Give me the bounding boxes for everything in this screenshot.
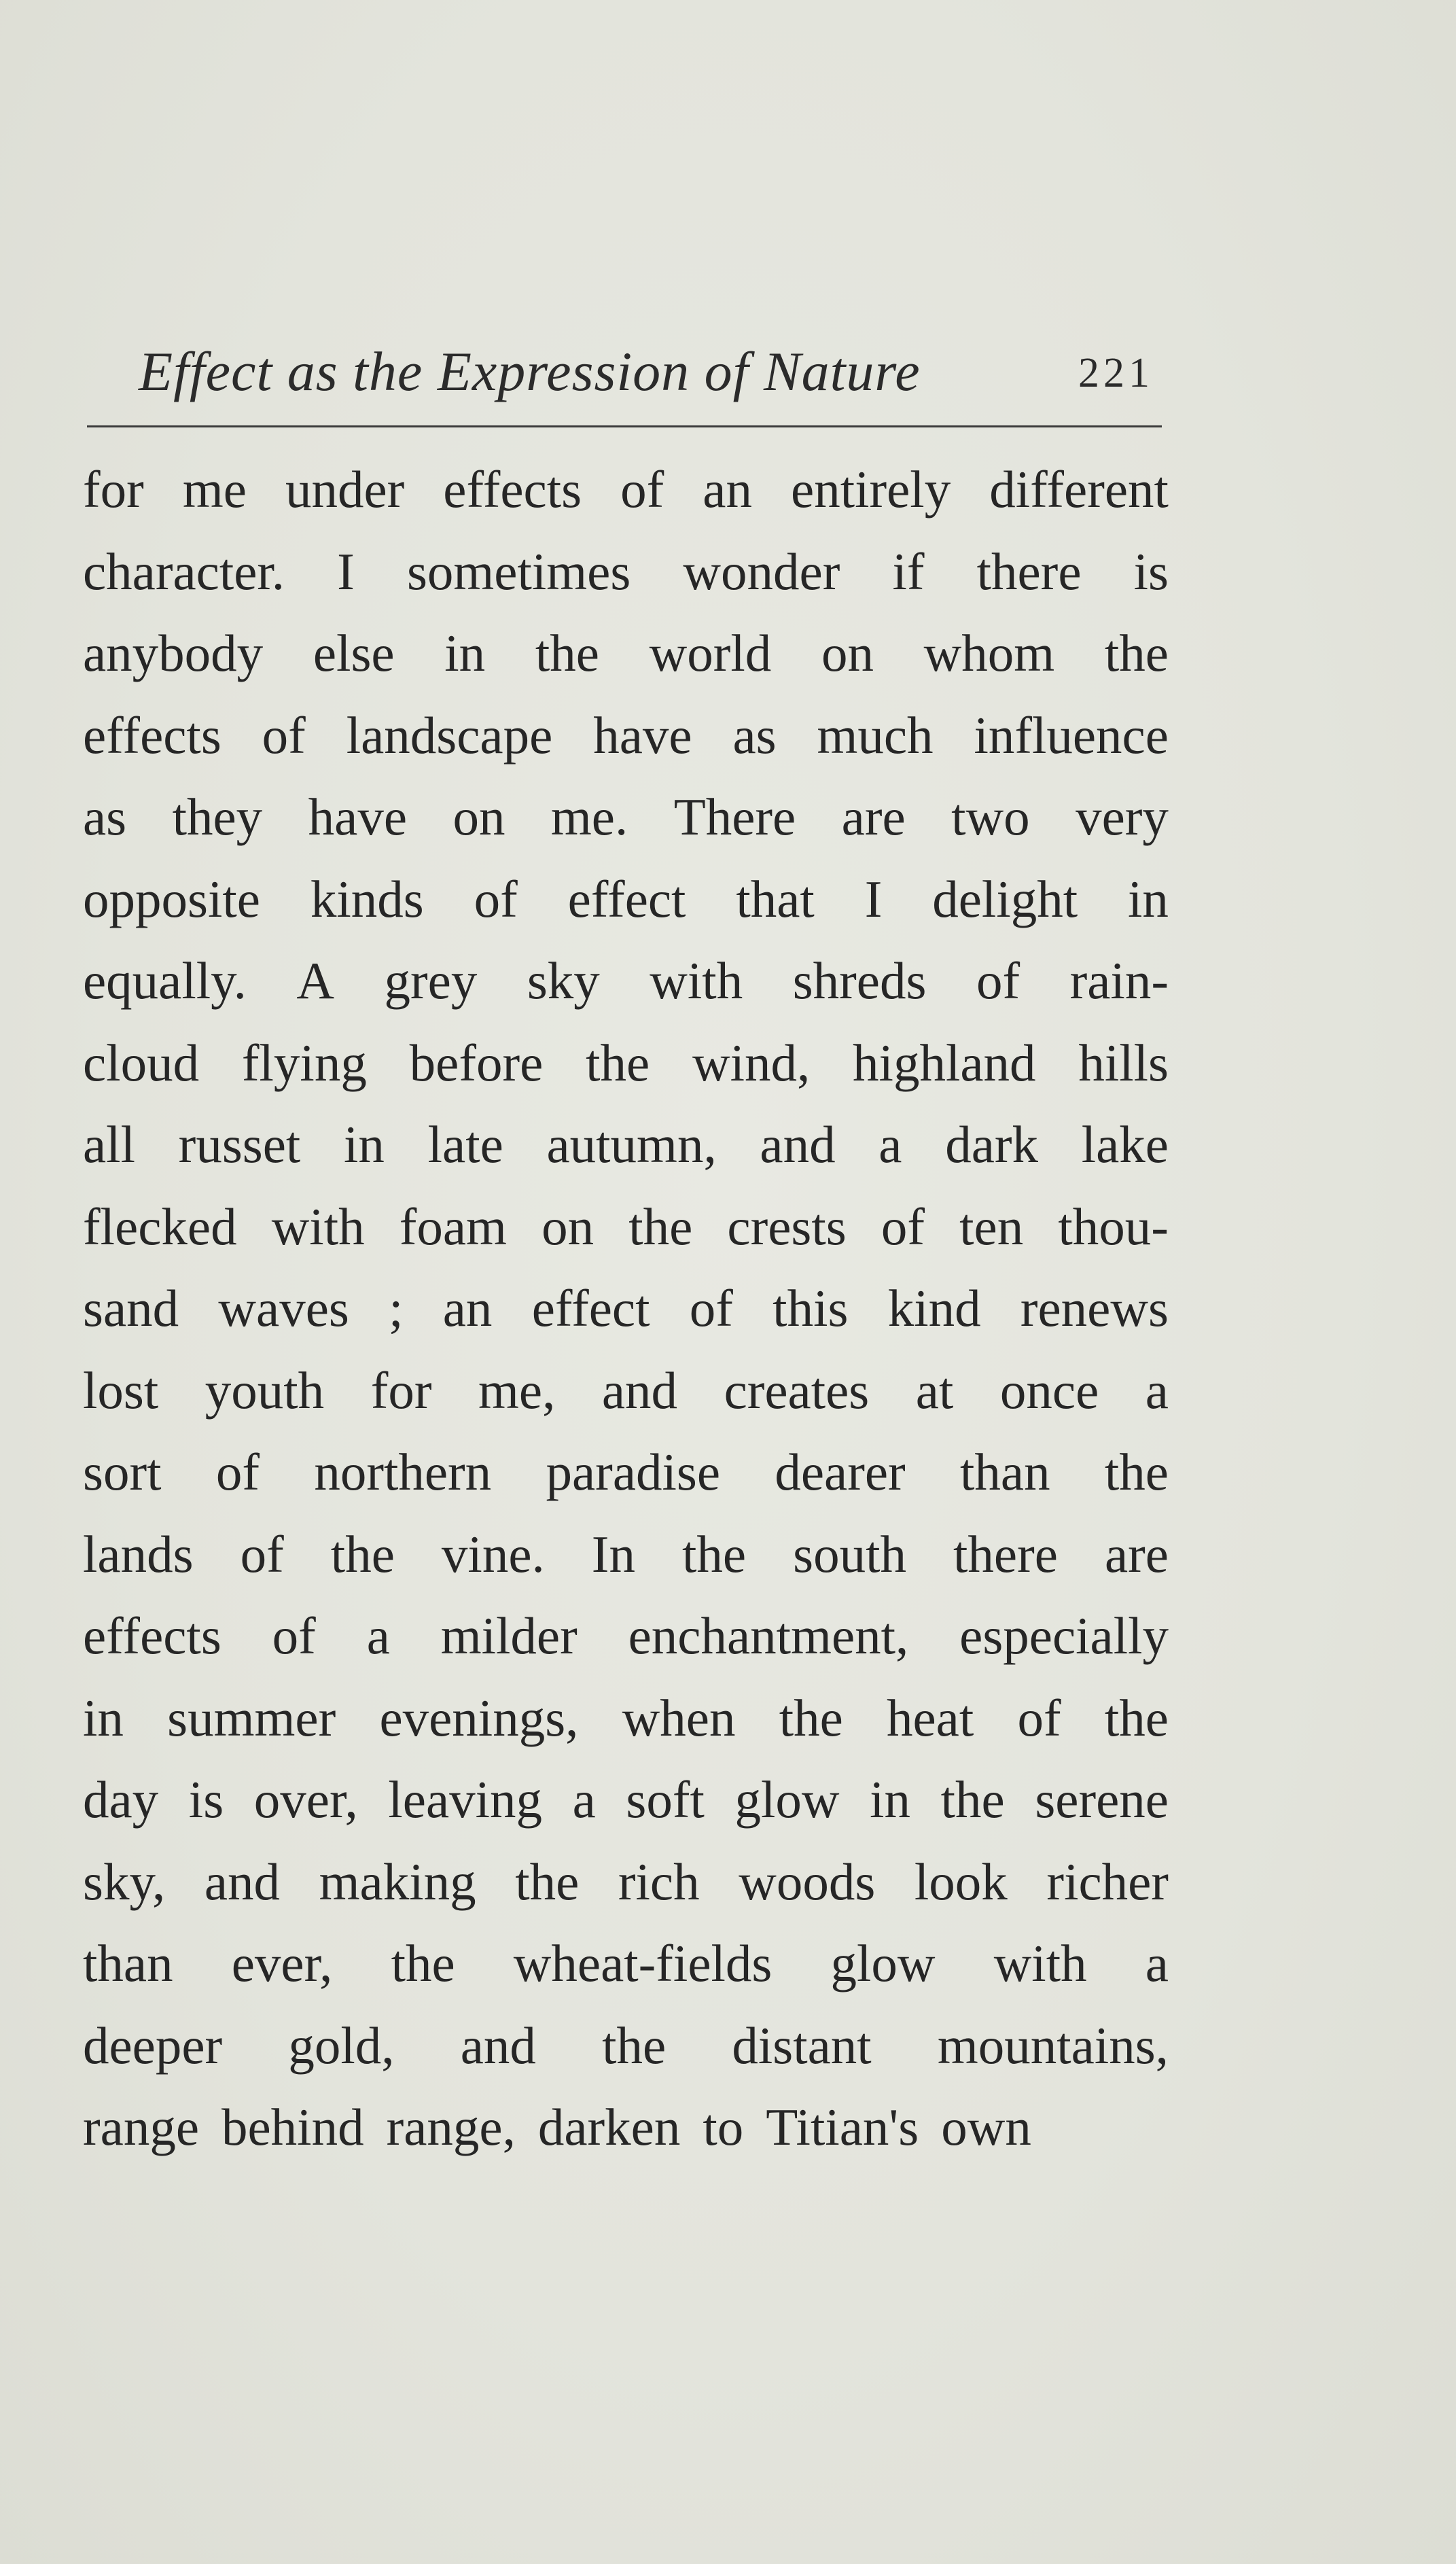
text-line — [83, 531, 1169, 613]
word: have — [308, 788, 407, 846]
word: deeper — [83, 2016, 223, 2075]
word: the — [1104, 1443, 1169, 1501]
word: I — [864, 869, 883, 928]
word: in — [870, 1770, 911, 1829]
word: me, — [478, 1360, 556, 1420]
word: with — [650, 951, 743, 1010]
word: in — [444, 624, 486, 682]
word: flying — [241, 1033, 367, 1092]
word: before — [409, 1033, 544, 1092]
word: the — [1104, 1688, 1169, 1747]
word: of — [474, 869, 518, 928]
word: A — [296, 951, 334, 1010]
word: for — [370, 1360, 432, 1420]
word: thou- — [1058, 1197, 1169, 1256]
word: Titian's — [766, 2098, 919, 2156]
word: sort — [83, 1443, 162, 1501]
body-text — [83, 449, 1169, 2168]
word: over, — [253, 1770, 358, 1829]
word: the — [1104, 624, 1169, 682]
text-line — [83, 695, 1169, 777]
word: is — [1133, 542, 1169, 601]
word: sometimes — [406, 542, 631, 601]
word: of — [240, 1524, 284, 1583]
word: of — [272, 1606, 316, 1665]
word: as — [83, 788, 127, 846]
word: different — [989, 460, 1169, 519]
word: a — [878, 1115, 902, 1174]
word: are — [1104, 1524, 1169, 1583]
word: me. — [550, 788, 628, 846]
word: rich — [618, 1852, 700, 1911]
word: foam — [399, 1197, 507, 1256]
word: and — [760, 1115, 836, 1174]
word: effect — [531, 1279, 650, 1337]
text-line — [83, 1022, 1169, 1104]
word: autumn, — [546, 1115, 717, 1174]
word: of — [1017, 1688, 1061, 1747]
word: day — [83, 1770, 159, 1829]
word: else — [313, 624, 395, 682]
word: dark — [945, 1115, 1039, 1174]
word: the — [535, 624, 599, 682]
word: distant — [732, 2016, 872, 2075]
word: heat — [887, 1688, 974, 1747]
word: sand — [83, 1279, 179, 1337]
word: kind — [887, 1279, 981, 1337]
word: me — [182, 460, 247, 519]
word: under — [285, 460, 405, 519]
word: mountains, — [937, 2016, 1169, 2075]
word: making — [319, 1852, 476, 1911]
word: wind, — [692, 1033, 811, 1092]
word: is — [188, 1770, 224, 1829]
word: effects — [83, 705, 221, 765]
word: I — [337, 542, 355, 601]
word: there — [953, 1524, 1058, 1583]
word: cloud — [83, 1033, 200, 1092]
running-title: Effect as the Expression of Nature — [139, 340, 921, 402]
header-rule — [87, 425, 1162, 427]
word: serene — [1035, 1770, 1169, 1829]
word: russet — [178, 1115, 301, 1174]
word: glow — [734, 1770, 840, 1829]
text-line — [83, 1513, 1169, 1596]
text-line — [83, 776, 1169, 858]
word: the — [779, 1688, 843, 1747]
word: paradise — [546, 1443, 721, 1501]
word: the — [330, 1524, 395, 1583]
word: own — [941, 2098, 1031, 2156]
word: especially — [959, 1606, 1169, 1665]
word: have — [593, 705, 692, 765]
text-line — [83, 449, 1169, 531]
word: highland — [853, 1033, 1036, 1092]
word: a — [366, 1606, 390, 1665]
word: effects — [83, 1606, 221, 1665]
word: the — [682, 1524, 747, 1583]
word: renews — [1020, 1279, 1169, 1337]
word: the — [940, 1770, 1005, 1829]
word: effects — [443, 460, 582, 519]
word: a — [1145, 1934, 1169, 1992]
word: of — [976, 951, 1020, 1010]
word: leaving — [388, 1770, 543, 1829]
word: kinds — [310, 869, 424, 928]
word: entirely — [791, 460, 951, 519]
word: lands — [83, 1524, 194, 1583]
word: wheat-fields — [513, 1934, 773, 1992]
word: sky — [527, 951, 600, 1010]
text-line — [83, 940, 1169, 1022]
word: south — [793, 1524, 906, 1583]
word: of — [881, 1197, 925, 1256]
word: summer — [167, 1688, 336, 1747]
word: There — [673, 788, 796, 846]
word: in — [344, 1115, 385, 1174]
word: crests — [727, 1197, 847, 1256]
text-line — [83, 2005, 1169, 2087]
word: whom — [923, 624, 1055, 682]
word: the — [628, 1197, 693, 1256]
word: all — [83, 1115, 135, 1174]
text-line — [83, 1841, 1169, 1923]
word: on — [452, 788, 505, 846]
word: a — [1145, 1360, 1169, 1420]
word: shreds — [792, 951, 927, 1010]
word: glow — [830, 1934, 936, 1992]
word: character. — [83, 542, 285, 601]
text-line — [83, 1677, 1169, 1759]
word: and — [601, 1360, 678, 1420]
word: lost — [83, 1360, 159, 1420]
word: the — [602, 2016, 667, 2075]
word: in — [1128, 869, 1169, 928]
word: sky, — [83, 1852, 166, 1911]
word: grey — [384, 951, 478, 1010]
word: of — [620, 460, 664, 519]
word: wonder — [683, 542, 840, 601]
word: range, — [386, 2098, 516, 2156]
word: look — [914, 1852, 1008, 1911]
word: rain- — [1069, 951, 1169, 1010]
word: evenings, — [379, 1688, 579, 1747]
word: range — [83, 2098, 199, 2156]
word: northern — [314, 1443, 492, 1501]
word: milder — [440, 1606, 578, 1665]
word: than — [960, 1443, 1050, 1501]
word: delight — [932, 869, 1078, 928]
text-line — [83, 1350, 1169, 1432]
word: to — [703, 2098, 744, 2156]
running-head — [129, 340, 1169, 415]
word: a — [572, 1770, 596, 1829]
word: ; — [389, 1279, 404, 1337]
word: as — [732, 705, 777, 765]
word: youth — [205, 1360, 325, 1420]
word: on — [541, 1197, 594, 1256]
word: an — [703, 460, 752, 519]
word: when — [622, 1688, 736, 1747]
word: on — [821, 624, 874, 682]
word: two — [951, 788, 1030, 846]
word: the — [586, 1033, 650, 1092]
word: are — [841, 788, 906, 846]
word: much — [817, 705, 934, 765]
word: dearer — [775, 1443, 906, 1501]
word: gold, — [288, 2016, 395, 2075]
word: for — [83, 460, 144, 519]
word: flecked — [83, 1197, 237, 1256]
word: if — [892, 542, 925, 601]
text-line — [83, 1922, 1169, 2005]
word: richer — [1046, 1852, 1169, 1911]
word: and — [460, 2016, 536, 2075]
word: lake — [1081, 1115, 1169, 1174]
word: and — [204, 1852, 281, 1911]
word: they — [172, 788, 263, 846]
text-line — [83, 1759, 1169, 1841]
word: the — [391, 1934, 455, 1992]
word: vine. — [441, 1524, 545, 1583]
word: creates — [724, 1360, 870, 1420]
word: woods — [739, 1852, 876, 1911]
word: effect — [567, 869, 686, 928]
word: darken — [537, 2098, 681, 2156]
word: ever, — [231, 1934, 333, 1992]
word: late — [427, 1115, 503, 1174]
word: at — [915, 1360, 954, 1420]
word: behind — [221, 2098, 364, 2156]
word: world — [649, 624, 772, 682]
word: than — [83, 1934, 173, 1992]
word: influence — [974, 705, 1169, 765]
word: with — [993, 1934, 1087, 1992]
word: of — [215, 1443, 260, 1501]
word: waves — [218, 1279, 349, 1337]
text-line — [83, 1104, 1169, 1186]
text-line — [83, 1267, 1169, 1350]
word: with — [271, 1197, 365, 1256]
word: soft — [626, 1770, 705, 1829]
text-line — [83, 1595, 1169, 1677]
word: very — [1076, 788, 1169, 846]
word: enchantment, — [628, 1606, 909, 1665]
word: hills — [1078, 1033, 1169, 1092]
word: In — [591, 1524, 635, 1583]
word: landscape — [346, 705, 553, 765]
text-line — [83, 612, 1169, 695]
word: this — [773, 1279, 849, 1337]
word: that — [736, 869, 815, 928]
word: ten — [959, 1197, 1024, 1256]
word: of — [689, 1279, 733, 1337]
text-line — [83, 858, 1169, 941]
word: the — [515, 1852, 580, 1911]
word: of — [262, 705, 306, 765]
word: equally. — [83, 951, 247, 1010]
text-line — [83, 1431, 1169, 1513]
word: once — [999, 1360, 1099, 1420]
page-number: 221 — [1078, 350, 1154, 396]
word: in — [83, 1688, 124, 1747]
text-line — [83, 1186, 1169, 1268]
word: an — [442, 1279, 493, 1337]
text-line — [83, 2086, 1169, 2168]
word: opposite — [83, 869, 260, 928]
word: there — [976, 542, 1082, 601]
word: anybody — [83, 624, 264, 682]
